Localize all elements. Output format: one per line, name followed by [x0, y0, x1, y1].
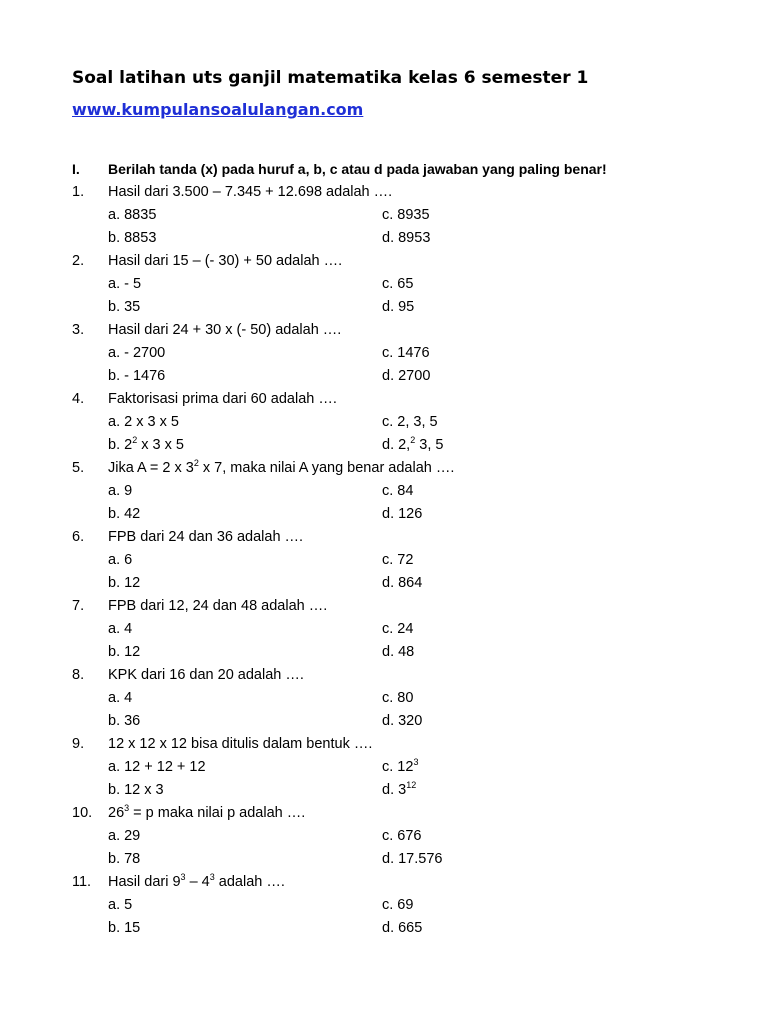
option-a: a. 4 — [108, 621, 133, 637]
question-number: 2. — [72, 253, 85, 269]
question-text: 12 x 12 x 12 bisa ditulis dalam bentuk …. — [108, 736, 373, 752]
option-c: c. 2, 3, 5 — [382, 414, 438, 430]
question-number: 5. — [72, 460, 85, 476]
question-number: 4. — [72, 391, 85, 407]
option-b: b. 12 — [108, 575, 141, 591]
option-c: c. 8935 — [382, 207, 430, 223]
question-text: Faktorisasi prima dari 60 adalah …. — [108, 391, 337, 407]
question-number: 7. — [72, 598, 85, 614]
question-number: 1. — [72, 184, 85, 200]
option-b: b. 15 — [108, 920, 141, 936]
option-d: d. 95 — [382, 299, 415, 315]
option-c: c. 84 — [382, 483, 414, 499]
option-a: a. 6 — [108, 552, 133, 568]
option-b: b. 12 x 3 — [108, 782, 164, 798]
option-a: a. - 2700 — [108, 345, 166, 361]
option-d: d. 8953 — [382, 230, 431, 246]
option-a: a. 12 + 12 + 12 — [108, 759, 206, 775]
option-b: b. 12 — [108, 644, 141, 660]
question-number: 9. — [72, 736, 85, 752]
option-b: b. 36 — [108, 713, 141, 729]
option-b: b. - 1476 — [108, 368, 166, 384]
option-c: c. 65 — [382, 276, 414, 292]
question-text: Hasil dari 15 – (- 30) + 50 adalah …. — [108, 253, 343, 269]
option-b: b. 42 — [108, 506, 141, 522]
option-d: d. 126 — [382, 506, 423, 522]
option-d: d. 665 — [382, 920, 423, 936]
option-a: a. 2 x 3 x 5 — [108, 414, 179, 430]
question-text: Hasil dari $9^3 - 4^3$ adalah …. — [108, 872, 285, 890]
question-text: Hasil dari 24 + 30 x (- 50) adalah …. — [108, 322, 342, 338]
option-a: a. - 5 — [108, 276, 142, 292]
question-number: 11. — [72, 874, 92, 890]
option-d: d. 17.576 — [382, 851, 443, 867]
option-c: c. 676 — [382, 828, 422, 844]
document-title: Soal latihan uts ganjil matematika kelas 6 semester 1 — [72, 68, 589, 88]
option-d: d. 2700 — [382, 368, 431, 384]
option-b: b. 8853 — [108, 230, 157, 246]
option-a: a. 8835 — [108, 207, 157, 223]
option-a: a. 4 — [108, 690, 133, 706]
option-c: c. 72 — [382, 552, 414, 568]
option-d: d. 2,$^2$ 3, 5 — [382, 435, 444, 453]
option-a: a. 5 — [108, 897, 133, 913]
option-c: c. 80 — [382, 690, 414, 706]
option-c: c. $12^3$ — [382, 757, 419, 775]
option-a: a. 9 — [108, 483, 133, 499]
question-text: KPK dari 16 dan 20 adalah …. — [108, 667, 304, 683]
option-d: d. 320 — [382, 713, 423, 729]
question-text: Jika A = 2 x $3^2$ x 7, maka nilai A yang benar adalah …. — [108, 458, 455, 476]
option-d: d. 864 — [382, 575, 423, 591]
option-c: c. 69 — [382, 897, 414, 913]
website-link[interactable]: www.kumpulansoalulangan.com — [72, 100, 364, 119]
question-text: $26^3 = p$ maka nilai p adalah …. — [108, 803, 306, 821]
question-text: FPB dari 24 dan 36 adalah …. — [108, 529, 304, 545]
option-c: c. 24 — [382, 621, 414, 637]
section-instruction: Berilah tanda (x) pada huruf a, b, c atau d pada jawaban yang paling benar! — [108, 161, 607, 177]
section-number: I. — [72, 161, 80, 177]
question-text: FPB dari 12, 24 dan 48 adalah …. — [108, 598, 328, 614]
option-d: d. $3^{12}$ — [382, 780, 417, 798]
question-text: Hasil dari 3.500 – 7.345 + 12.698 adalah …. — [108, 184, 393, 200]
option-b: b. 35 — [108, 299, 141, 315]
option-c: c. 1476 — [382, 345, 430, 361]
question-number: 6. — [72, 529, 85, 545]
question-number: 3. — [72, 322, 85, 338]
question-number: 10. — [72, 805, 93, 821]
option-b: b. $2^2$ x 3 x 5 — [108, 435, 184, 453]
option-d: d. 48 — [382, 644, 415, 660]
question-number: 8. — [72, 667, 85, 683]
option-a: a. 29 — [108, 828, 141, 844]
option-b: b. 78 — [108, 851, 141, 867]
